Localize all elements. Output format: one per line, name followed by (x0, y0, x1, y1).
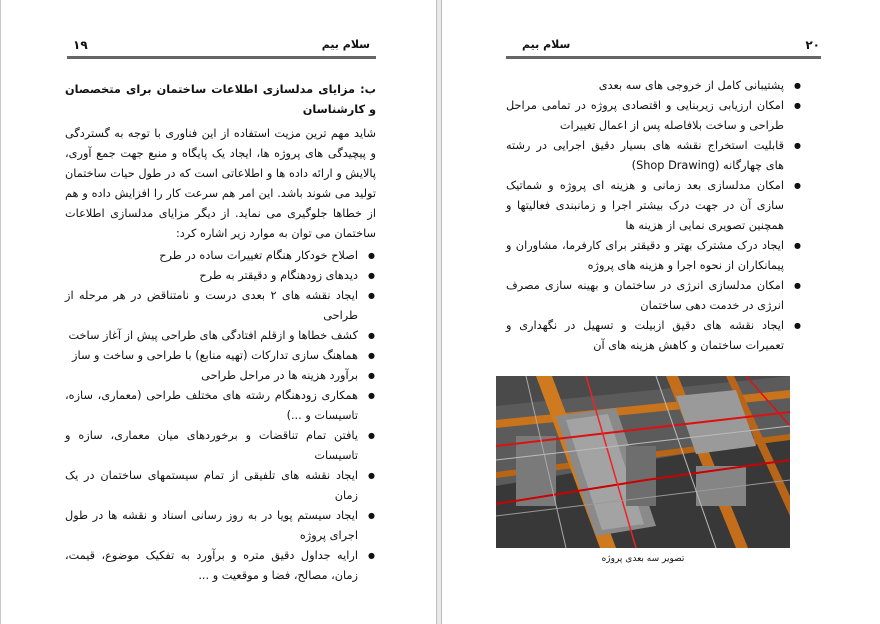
benefits-list-continued (506, 76, 802, 356)
intro-paragraph: شاید مهم ترین مزیت استفاده از این فناوری با توجه به گستردگی و پیچیدگی های پروژه ها، ایجاد یک پایگاه و منبع جهت جمع آوری، پالایش و ارائه داده ها و اطلاعاتی است که در طول حیات ساختمان تولید می شوند باشد. این امر هم سرعت کار را افزایش داده و هم از خطاها جلوگیری می نماید. از دیگر مزایای مدلسازی اطلاعات ساختمان می توان به موارد زیر اشاره کرد: (65, 127, 376, 240)
list-item: ● دیدهای زودهنگام و دقیقتر به طرح (65, 266, 358, 286)
page-number: ۱۹ (73, 38, 88, 52)
list-item: ● امکان ارزیابی زیربنایی و اقتصادی پروژه در تمامی مراحل طراحی و ساخت بلافاصله پس از اعمال تغییرات (506, 96, 784, 136)
left-page (0, 0, 437, 624)
section-heading: ب: مزایای مدلسازی اطلاعات ساختمان برای متخصصان و کارشناسان (65, 83, 376, 116)
benefits-list (65, 246, 376, 586)
list-item: ● ایجاد نقشه های ۲ بعدی درست و نامتناقض در هر مرحله از طراحی (65, 286, 358, 326)
list-item: ● هماهنگ سازی تدارکات (تهیه منابع) با طراحی و ساخت و ساز (65, 346, 358, 366)
list-item: ● قابلیت استخراج نقشه های بسیار دقیق اجرایی در رشته های چهارگانه (Shop Drawing) (506, 136, 784, 176)
list-item: ● برآورد هزینه ها در مراحل طراحی (65, 366, 358, 386)
running-header: سلام بیم (321, 38, 370, 51)
header-rule (67, 56, 376, 59)
list-item: ● همکاری زودهنگام رشته های مختلف طراحی (معماری، سازه، تاسیسات و ...) (65, 386, 358, 426)
running-header: سلام بیم (522, 38, 571, 51)
left-text-block (65, 80, 376, 586)
list-item: ● کشف خطاها و ازقلم افتادگی های طراحی پیش از آغاز ساخت (65, 326, 358, 346)
list-item: ● یافتن تمام تناقضات و برخوردهای میان معماری، سازه و تاسیسات (65, 426, 358, 466)
list-item: ● ایجاد سیستم پویا در به روز رسانی اسناد و نقشه ها در طول اجرای پروژه (65, 506, 358, 546)
image-caption: تصویر سه بعدی پروژه (601, 554, 685, 564)
list-item: ● ایجاد نقشه های دقیق ازبیلت و تسهیل در نگهداری و تعمیرات ساختمان و کاهش هزینه های آن (506, 316, 784, 356)
right-text-block (506, 76, 802, 356)
bim-3d-render (496, 376, 790, 548)
right-page (441, 0, 880, 624)
list-item: ● ارایه جداول دقیق متره و برآورد به تفکیک موضوع، قیمت، زمان، مصالح، فضا و موقعیت و ... (65, 546, 358, 586)
list-item: ● ایجاد درک مشترک بهتر و دقیقتر برای کارفرما، مشاوران و پیمانکاران از نحوه اجرا و هزینه های پروژه (506, 236, 784, 276)
list-item: ● امکان مدلسازی انرژی در ساختمان و بهینه سازی مصرف انرژی در خدمت دهی ساختمان (506, 276, 784, 316)
bim-3d-model-image (496, 376, 790, 548)
list-item: ● اصلاح خودکار هنگام تغییرات ساده در طرح (65, 246, 358, 266)
list-item: ● پشتیبانی کامل از خروجی های سه بعدی (506, 76, 784, 96)
list-item: ● امکان مدلسازی بعد زمانی و هزینه ای پروژه و شماتیک سازی آن در جهت درک بیشتر اجرا و زمانبندی فعالیتها و همچنین تصویری نمایی از هزینه ها (506, 176, 784, 236)
header-rule (506, 56, 821, 59)
list-item: ● ایجاد نقشه های تلفیقی از تمام سیستمهای ساختمان در یک زمان (65, 466, 358, 506)
page-number: ۲۰ (805, 38, 820, 52)
